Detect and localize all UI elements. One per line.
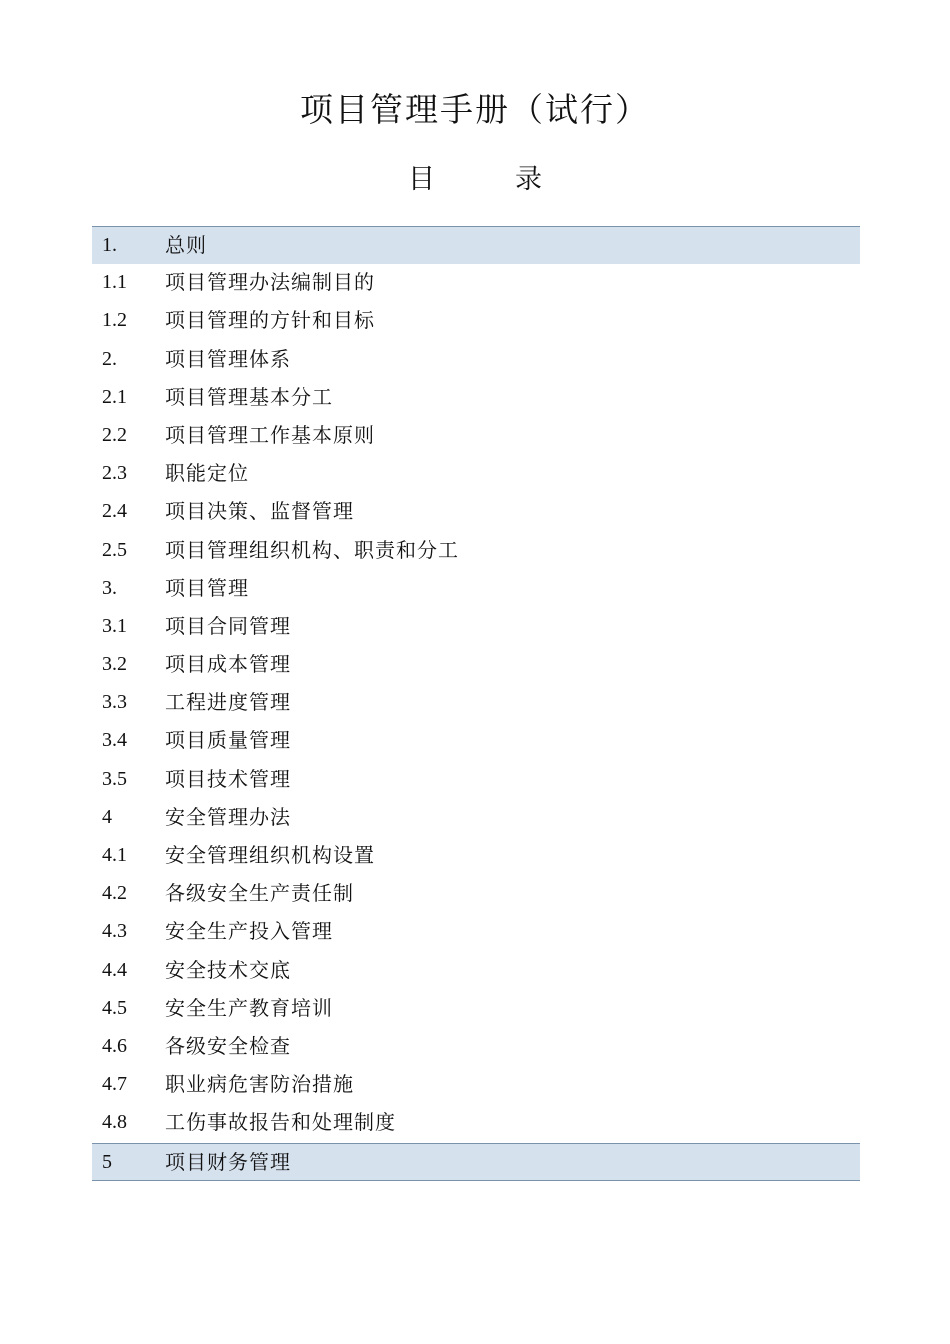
toc-entry-title: 项目技术管理 xyxy=(165,766,291,791)
toc-entry[interactable] xyxy=(92,646,860,684)
toc-entry-number: 3.1 xyxy=(102,614,127,637)
toc-entry[interactable] xyxy=(92,264,860,302)
toc-entry[interactable] xyxy=(92,913,860,951)
toc-entry-title: 项目管理体系 xyxy=(165,346,291,371)
toc-entry-number: 4 xyxy=(102,805,112,828)
toc-entry-title: 各级安全检查 xyxy=(165,1033,291,1058)
toc-entry-number: 2.4 xyxy=(102,500,127,523)
toc-entry-title: 工伤事故报告和处理制度 xyxy=(165,1110,396,1135)
toc-entry-number: 3.3 xyxy=(102,691,127,714)
toc-heading xyxy=(0,160,950,200)
toc-entry-title: 安全管理组织机构设置 xyxy=(165,843,375,867)
toc-entry[interactable] xyxy=(92,532,860,570)
toc-entry[interactable] xyxy=(92,493,860,531)
toc-entry-title: 项目管理组织机构、职责和分工 xyxy=(165,537,459,562)
toc-entry-number: 3.2 xyxy=(102,653,127,676)
toc-entry[interactable] xyxy=(92,341,860,379)
toc-entry-title: 项目决策、监督管理 xyxy=(165,499,354,524)
toc-entry-title: 项目成本管理 xyxy=(165,652,291,677)
toc-entry-number: 4.6 xyxy=(102,1034,127,1057)
toc-entry-number: 2. xyxy=(102,347,117,370)
toc-entry-number: 2.1 xyxy=(102,385,127,408)
toc-entry-number: 4.4 xyxy=(102,958,127,981)
toc-entry[interactable] xyxy=(92,570,860,608)
toc-entry-number: 1.2 xyxy=(102,309,127,332)
toc-entry-title: 职能定位 xyxy=(165,461,249,486)
toc-entry-number: 4.1 xyxy=(102,844,127,866)
toc-entry-number: 4.8 xyxy=(102,1111,127,1134)
toc-entry-number: 4.2 xyxy=(102,882,127,905)
toc-entry[interactable] xyxy=(92,1066,860,1104)
toc-entry-title: 安全生产投入管理 xyxy=(165,919,333,944)
toc-entry-title: 项目质量管理 xyxy=(165,728,291,753)
toc-entry[interactable] xyxy=(92,379,860,417)
toc-entry-title: 安全管理办法 xyxy=(165,804,291,829)
toc-entry[interactable] xyxy=(92,226,860,264)
toc-entry[interactable] xyxy=(92,952,860,990)
toc-entry[interactable] xyxy=(92,1028,860,1066)
toc-entry[interactable] xyxy=(92,875,860,913)
toc-entry-number: 2.3 xyxy=(102,462,127,485)
toc-entry-number: 4.5 xyxy=(102,996,127,1019)
toc-entry-number: 5 xyxy=(102,1150,112,1173)
toc-entry[interactable] xyxy=(92,1143,860,1181)
toc-entry-title: 各级安全生产责任制 xyxy=(165,881,354,906)
toc-entry-number: 4.3 xyxy=(102,920,127,943)
toc-entry[interactable] xyxy=(92,455,860,493)
toc-entry-title: 项目管理办法编制目的 xyxy=(165,270,375,295)
toc-entry[interactable] xyxy=(92,990,860,1028)
toc-entry-title: 项目财务管理 xyxy=(165,1149,291,1174)
toc-entry-title: 安全生产教育培训 xyxy=(165,995,333,1020)
toc-entry-title: 项目管理工作基本原则 xyxy=(165,422,375,447)
toc-entry[interactable] xyxy=(92,684,860,722)
toc-heading-char-1: 目 xyxy=(408,164,435,195)
toc-entry[interactable] xyxy=(92,799,860,837)
toc-entry-number: 1. xyxy=(102,234,117,256)
document-title: 项目管理手册（试行） xyxy=(300,90,650,129)
toc-entry[interactable] xyxy=(92,722,860,760)
toc-entry-title: 项目管理的方针和目标 xyxy=(165,308,375,333)
toc-entry-title: 项目管理 xyxy=(165,575,249,600)
toc-entry[interactable] xyxy=(92,417,860,455)
table-of-contents xyxy=(92,226,860,1181)
toc-entry-number: 1.1 xyxy=(102,271,127,294)
toc-entry-title: 总则 xyxy=(165,233,207,257)
toc-entry[interactable] xyxy=(92,837,860,875)
toc-entry-number: 3.5 xyxy=(102,767,127,790)
toc-entry-title: 项目合同管理 xyxy=(165,613,291,638)
toc-entry-title: 项目管理基本分工 xyxy=(165,384,333,409)
toc-entry-number: 4.7 xyxy=(102,1073,127,1096)
toc-entry-title: 安全技术交底 xyxy=(165,957,291,982)
toc-entry-title: 工程进度管理 xyxy=(165,690,291,715)
toc-entry[interactable] xyxy=(92,608,860,646)
toc-entry[interactable] xyxy=(92,761,860,799)
toc-entry-number: 2.5 xyxy=(102,538,127,561)
toc-entry-number: 2.2 xyxy=(102,423,127,446)
toc-entry-number: 3. xyxy=(102,576,117,599)
toc-entry[interactable] xyxy=(92,302,860,340)
toc-entry-number: 3.4 xyxy=(102,729,127,752)
toc-entry[interactable] xyxy=(92,1104,860,1142)
toc-entry-title: 职业病危害防治措施 xyxy=(165,1072,354,1097)
toc-heading-char-2: 录 xyxy=(515,164,542,195)
